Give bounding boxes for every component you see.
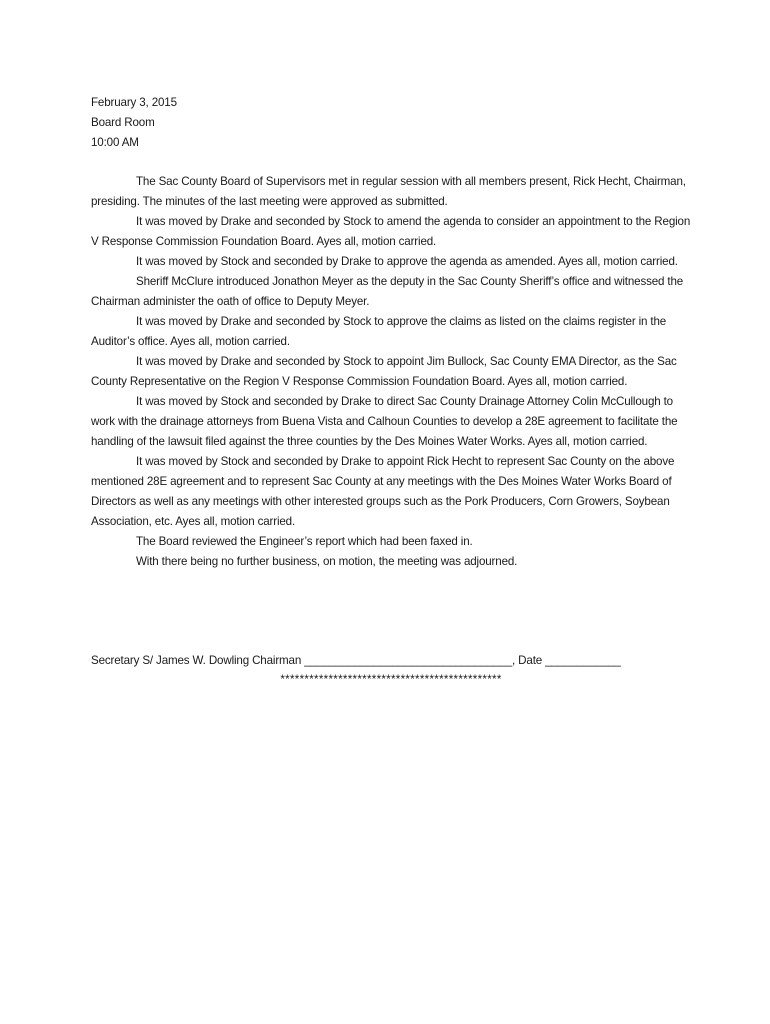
paragraph-deputy-oath: Sheriff McClure introduced Jonathon Meyer as the deputy in the Sac County Sheriff’s office and witnessed the Chairman administer the oath of office to Deputy Meyer. [91, 275, 684, 308]
minutes-body [91, 172, 691, 572]
paragraph-amend-agenda: It was moved by Drake and seconded by Stock to amend the agenda to consider an appointment to the Region V Response Commission Foundation Board. Ayes all, motion carried. [91, 215, 691, 248]
paragraph-approve-agenda: It was moved by Stock and seconded by Drake to approve the agenda as amended. Ayes all, motion carried. [136, 255, 678, 268]
meeting-time: 10:00 AM [91, 136, 139, 149]
signature-line: Secretary S/ James W. Dowling Chairman _________________________________, Date ____________ [91, 654, 621, 667]
paragraph-adjournment: With there being no further business, on motion, the meeting was adjourned. [136, 555, 518, 568]
paragraph-appoint-hecht: It was moved by Stock and seconded by Drake to appoint Rick Hecht to represent Sac County on the above mentioned 28E agreement and to represent Sac County at any meetings with the Des Moines Water Works Board of Directors as well as any meetings with other interested groups such as the Pork Producers, Corn Growers, Soybean Association, etc. Ayes all, motion carried. [91, 455, 675, 528]
separator-line: ********************************************** [280, 673, 502, 686]
paragraph-engineer-report: The Board reviewed the Engineer’s report which had been faxed in. [136, 535, 473, 548]
paragraph-approve-claims: It was moved by Drake and seconded by Stock to approve the claims as listed on the claims register in the Auditor’s office. Ayes all, motion carried. [91, 315, 667, 348]
meeting-date: February 3, 2015 [91, 96, 177, 109]
minutes-header [91, 93, 177, 153]
paragraph-call-to-order: The Sac County Board of Supervisors met in regular session with all members present, Rick Hecht, Chairman, presiding. The minutes of the last meeting were approved as submitted. [91, 175, 686, 208]
paragraph-appoint-bullock: It was moved by Drake and seconded by Stock to appoint Jim Bullock, Sac County EMA Director, as the Sac County Representative on the Region V Response Commission Foundation Board. Ayes all, motion carried. [91, 355, 677, 388]
paragraph-drainage-attorney: It was moved by Stock and seconded by Drake to direct Sac County Drainage Attorney Colin McCullough to work with the drainage attorneys from Buena Vista and Calhoun Counties to develop a 28E agreement to facilitate the handling of the lawsuit filed against the three counties by the Des Moines Water Works. Ayes all, motion carried. [91, 395, 678, 448]
meeting-location: Board Room [91, 116, 155, 129]
